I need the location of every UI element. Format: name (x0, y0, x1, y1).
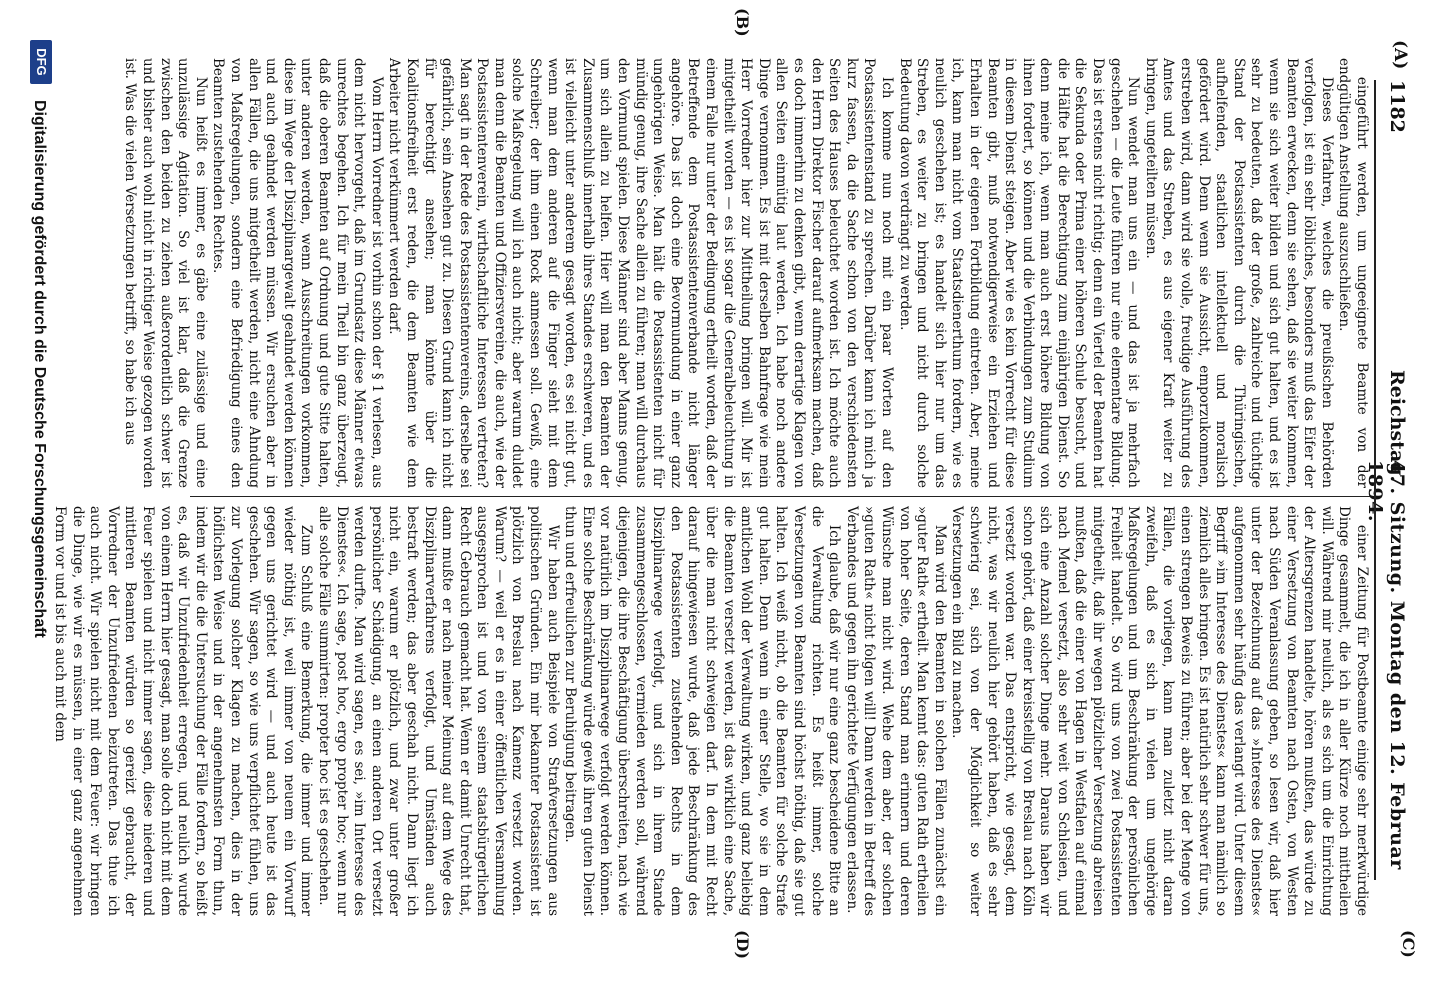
margin-marker-d: (D) (733, 930, 752, 960)
paragraph: eingeführt werden, um ungeeignete Beamte von der endgültigen Anstellung auszuschließen. (1336, 58, 1370, 488)
margin-marker-b: (B) (733, 8, 752, 37)
paragraph: Zum Schluß eine Bemerkung, die immer und immer wieder nöthig ist, weil immer von neuem ein Vorwurf gegen uns gerichtet wird — und auch heute ist das geschehen. Wir sagen, so wie uns verpflichtet fühlen, uns zur Vorlegung solcher Klagen zu machen, dies in der höflichsten Weise und in der angenehmsten Form thun, indem wir die die Untersuchung der Fälle fordern, so heißt es, daß wir Unzufriedenheit erregen, und neulich wurde von einem Herrn hier gesagt, man solle doch nicht mit dem Feuer spielen und nicht immer sagen, diese niederen und mittleren Beamten würden so gereizt gebraucht, der Vorredner der Unzufriedenen beizutreten. Das thue ich auch nicht. Wir spielen nicht mit dem Feuer: wir bringen die Dinge, wie wir es müssen, in einer ganz angenehmen Form vor und ist bis auch mit dem (52, 506, 315, 916)
margin-marker-a: (A) (1390, 40, 1410, 70)
paragraph: Dieses Verfahren, welches die preußischen Behörden verfolgen, ist ein sehr löbliches, besonders muß das Eifer der Beamten erwecken, denn sie sehen, daß sie weiter kommen, wenn sie sich weiter bilden und sich gut halten, und es ist sehr zu bedeuten, daß der große, zahlreiche und tüchtige Stand der Postassistenten durch die Thüringischen, aufhelfenden, staatlichen intellektuell und moralisch gefördert wird. Denn wenn sie Aussicht, emporzukommen, erstreben wird, dann wird sie volle, freudige Ausführung des Amtes und das Streben, es aus eigener Kraft weiter zu bringen, ungeteilten müssen. (1142, 58, 1335, 488)
session-date: 47. Sitzung. Montag den 12. Februar 1894. (1364, 460, 1408, 870)
paragraph: einer Zeitung für Postbeamte einige sehr merkwürdige Dinge gesammelt, die ich in aller Kürze noch mittheilen will. Während mir neulich, als es sich um die Einrichtung der Altersgrenzen handelte, hören mußten, das würde zu einer Versetzung von Beamten nach Osten, von Westen nach Süden Veranlassung geben, so lesen wir, daß hier unter der Bezeichnung auf das »Interesse des Dienstes« aufgenommen sehr häufig das verlangt wird. Unter diesem Begriff »im Interesse des Dienstes« kann man nämlich so ziemlich alles bringen. Es ist natürlich sehr schwer für uns, einen strengen Beweis zu führen; aber bei der Menge von Fällen, die vorliegen, kann man zuletzt nicht daran zweifeln, daß es sich in vielen um ungehörige Maßregelungen und um Beschränkung der persönlichen Freiheit handelt. So wird uns von zwei Postassistenten mitgetheilt, daß ihr wegen plötzlicher Versetzung abreisen mußten, daß die einer von Hagen in Westfalen auf einmal nach Memel versetzt, also sehr weit von Schlesien, und sich eine Anzahl solcher Dinge mehr. Daraus haben wir schon gehört, daß einer kreisstellig von Breslau nach Köln versetzt worden war. Das entspricht, wie gesagt, dem nicht, was wir neulich hier gehört haben, daß es sehr schwierig sei, sich von der Möglichkeit so weiter Versetzungen ein Bild zu machen. (949, 506, 1370, 916)
left-column (122, 58, 1370, 488)
header-rule (1374, 80, 1376, 880)
dfg-logo: DFG (30, 40, 52, 84)
paragraph: Man wird den Beamten in solchen Fällen zunächst ein »guter Rath« ertheilt. Man kennt das: guten Rath ertheilen von hoher Seite, deren Stand man erinnern und deren Wünsche man nicht wird. Wehe dem aber, der solchen »guten Rath« nicht folgen will! Dann werden in Betreff des Verbandes und gegen ihn gerichtete Verfügungen erlassen. (843, 506, 948, 916)
column-divider (190, 496, 1370, 497)
paragraph: Nun wendet man uns ein — und das ist ja mehrfach geschehen — die Leute führen nur eine elementare Bildung. Das ist erstens nicht richtig; denn ein Viertel der Beamten hat die Sekunda oder Prima einer höheren Schule besucht, und die Hälfte hat die Berechtigung zum einjährigen Dienst. So denn meine ich, wenn man auch erst höhere Bildung von ihnen fordert, so können und die Verbindungen zum Studium in diesem Dienst steigen. Aber wie es kein Vorrecht für diese Beamten gibt, muß notwendigerweise ein Erziehen und Erhalten in der eigenen Fortbildung eintreten. Aber, meine ich, kann man nicht vom Staatsdienerthum fordern, wie es neulich geschehen ist; es handelt sich hier nur um das Streben, es weiter zu bringen und nicht durch solche Bedeutung davon verdrängt zu werden. (896, 58, 1142, 488)
paragraph: Vom Herrn Vorredner ist vorhin schon der § 1 verlesen, aus dem nicht hervorgeht, daß im Grundsatz diese Männer etwas unrechtes begehen. Ich für mein Theil bin ganz überzeugt, daß die oberen Beamten auf Ordnung und gute Sitte halten, unter anderen werden, wenn Ausschreitungen vorkommen, diese im Wege der Disziplinargewalt geahndet werden können und auch geahndet werden müssen. Wir ersuchen aber in allen Fällen, die uns mitgetheilt werden, nicht eine Ahndung von Maßregelungen, sondern eine Befriedigung eines den Beamten zustehenden Rechtes. (210, 58, 385, 488)
digitization-footer (22, 20, 52, 980)
paragraph: Ich glaube, daß wir nur eine ganz bescheidene Bitte an die Verwaltung richten. Es heißt immer, solche Versetzungen von Beamten sind höchst nöthig, daß sie gut halten. Ich weiß nicht, ob die Beamten für solche Strafe gut halten. Denn wenn in einer Stelle, wo sie in dem amtlichen Wohl der Verwaltung wirken, und ganz beliebig die Beamten versetzt werden, ist das wirklich eine Sache, über die man nicht schweigen darf. In dem mit Recht darauf hingewiesen wurde, daß jede Beschränkung des den Postassistenten zustehenden Rechts in dem Disziplinarwege verfolgt, und sich in ihrem Stande zusammengeschlossen, vermieden werden soll, während diejenigen, die ihre Beschäftigung überschreiten, nach wie vor natürlich im Disziplinarwege verfolgt werden können. Eine solche Beschränkung würde gewiß ihren guten Dienst thun und erfreulichen zur Beruhigung beitragen. (562, 506, 843, 916)
paragraph: Wir haben auch Beispiele von Strafversetzungen aus politischen Gründen. Ein mir bekannter Postassistent ist plötzlich von Breslau nach Kamenz versetzt worden. Warum? — weil er es in einer öffentlichen Versammlung ausgesprochen ist und von seinem staatsbürgerlichen Recht Gebrauch gemacht hat. Wenn er damit Unrecht that, dann mußte er nach meiner Meinung auf dem Wege des Disziplinarverfahrens verfolgt, und Umständen auch bestraft werden; das aber geschah nicht. Dann liegt ich nicht ein, warum er plötzlich, und zwar unter großer persönlicher Schädigung, an einen anderen Ort versetzt werden durfte. Man wird sagen, es sei, »im Interesse des Dienstes«. Ich sage, post hoc, ergo propter hoc; wenn nur alle solche Fälle summirten: propter hoc ist es geschehen. (315, 506, 561, 916)
margin-marker-c: (C) (1399, 930, 1418, 958)
right-column (52, 506, 1370, 916)
page-header (1364, 40, 1418, 880)
section-title: Reichstag. (1386, 370, 1408, 483)
footer-text: Digitalisierung gefördert durch die Deutsche Forschungsgemeinschaft (31, 100, 48, 638)
page-number: 1182 (1386, 80, 1408, 133)
paragraph: Ich komme nun noch mit ein paar Worten auf den Postassistentenstand zu sprechen. Darüber kann ich mich ja kurz fassen, da die Sache schon von den verschiedensten Seiten des Hauses beleuchtet worden ist. Ich möchte auch den Herrn Direktor Fischer darauf aufmerksam machen, daß es doch immerhin zu denken gibt, wenn derartige Klagen von allen Seiten einmütig laut werden. Ich habe noch andere Dinge vernommen. Es ist mit derselben Bahnfrage wie mein Herr Vorredner hier zur Mittheilung bringen will. Mir ist mitgetheilt worden — es ist sogar die Generalbeleuchtung in einem Falle nur unter der Bedingung ertheilt worden, daß der Betreffende dem Postassistentenverbande nicht länger angehöre. Das ist doch eine Bevormundung in einer ganz ungehörigen Weise. Man hält die Postassistenten nicht für mündig genug, ihre Sache allein zu führen; man will durchaus den Vormund spielen. Diese Männer sind aber Manns genug, um sich allein zu helfen. Hier will man den Beamten der Zusammenschluß innerhalb ihres Standes erschweren, und es ist vielleicht unter anderem gesagt worden, es sei nicht gut, wenn man dem anderen auf die Finger sieht mit dem Schreiber; der ihm einen Rock anmessen soll. Gewiß, eine solche Maßregelung will ich auch nicht; aber warum duldet man denn die Beamten und Offiziersvereine, die auch, wie der Postassistentenverein, wirthschaftliche Interessen vertreten? Man sagt in der Rede des Postassistentenvereins, derselbe sei gefährlich, sein Ansehen gut zu. Diesen Grund kann ich nicht für berechtigt ansehen; man könnte über die Koalitionsfreiheit erst reden, die dem Beamten wie dem Arbeiter nicht verkümmert werden darf. (386, 58, 895, 488)
paragraph: Nun heißt es immer, es gäbe eine zulässige und eine unzulässige Agitation. So viel ist klar, daß die Grenze zwischen den beiden zu ziehen außerordentlich schwer ist und bisher auch wohl nicht in richtiger Weise gezogen worden ist. Was die vielen Versetzungen betrifft, so habe ich aus (122, 58, 209, 488)
